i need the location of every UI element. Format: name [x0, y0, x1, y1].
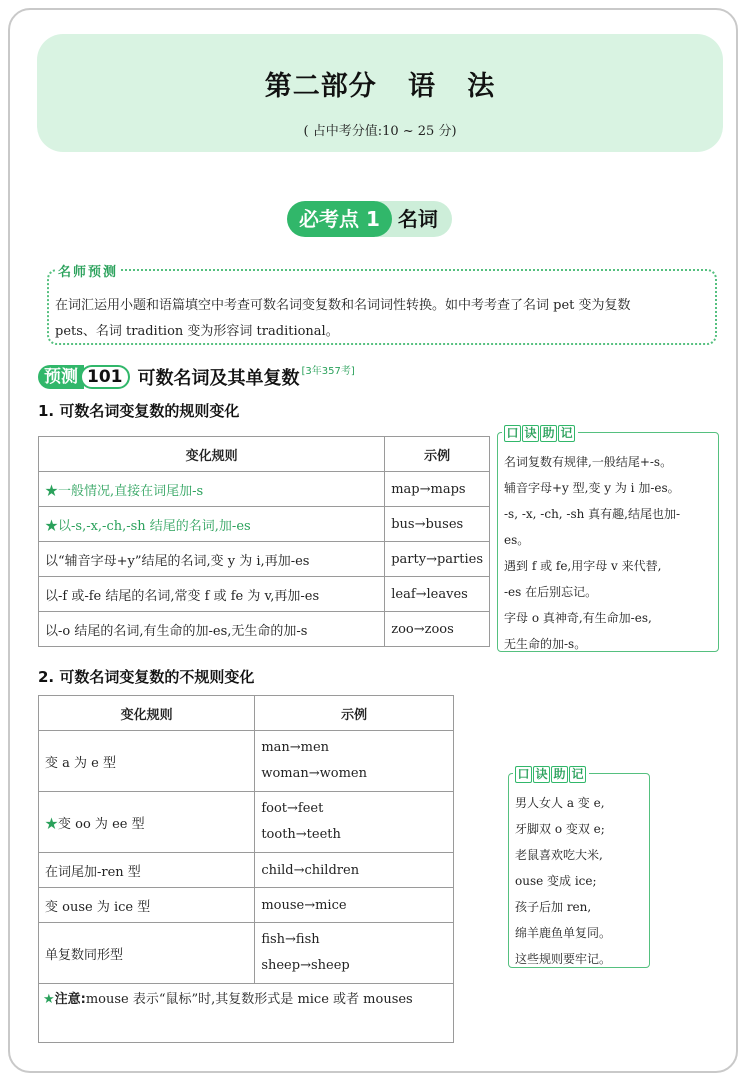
note-text: mouse 表示“鼠标”时,其复数形式是 mice 或者 mouses — [85, 992, 413, 1007]
table-header-row — [39, 696, 454, 731]
column-header: 变化规则 — [39, 696, 255, 731]
mnemonic-line: -es 在后别忘记。 — [504, 585, 598, 599]
mnemonic-line: 男人女人 a 变 e, — [515, 796, 605, 810]
rule-text: 变 oo 为 ee 型 — [58, 816, 145, 832]
mnemonic-char: 诀 — [533, 766, 550, 783]
prediction-line: 在词汇运用小题和语篇填空中考查可数名词变复数和名词词性转换。如中考考查了名词 pet 变为复数 — [55, 298, 631, 313]
table-row — [39, 888, 454, 923]
example-cell: zoo→zoos — [385, 612, 490, 647]
rule-cell: ★以-s,-x,-ch,-sh 结尾的名词,加-es — [39, 507, 385, 542]
rule-cell: 单复数同形型 — [39, 923, 255, 984]
table-row — [39, 577, 490, 612]
column-header: 示例 — [385, 437, 490, 472]
star-icon: ★ — [45, 816, 59, 832]
mnemonic-line: 遇到 f 或 fe,用字母 v 来代替, — [504, 559, 662, 573]
table-row — [39, 612, 490, 647]
note-label: 注意: — [54, 992, 86, 1007]
rule-cell: 变 ouse 为 ice 型 — [39, 888, 255, 923]
mnemonic-line: 名词复数有规律,一般结尾+-s。 — [504, 455, 673, 469]
column-header: 变化规则 — [39, 437, 385, 472]
rule-cell: 以-f 或-fe 结尾的名词,常变 f 或 fe 为 v,再加-es — [39, 577, 385, 612]
rule-cell: 以“辅音字母+y”结尾的名词,变 y 为 i,再加-es — [39, 542, 385, 577]
mnemonic-line: -s, -x, -ch, -sh 真有趣,结尾也加- — [504, 507, 681, 521]
mnemonic-char: 口 — [515, 766, 532, 783]
regular-plural-table — [38, 436, 490, 647]
irregular-plural-table — [38, 695, 454, 984]
example-item: fish→fish — [261, 932, 320, 947]
mnemonic-line: 老鼠喜欢吃大米, — [515, 848, 603, 862]
score-range: ( 占中考分值:10 ~ 25 分) — [303, 124, 457, 139]
example-cell: map→maps — [385, 472, 490, 507]
forecast-number: 101 — [80, 365, 130, 389]
example-cell: party→parties — [385, 542, 490, 577]
example-item: mouse→mice — [261, 897, 347, 913]
mnemonic-line: es。 — [504, 533, 530, 547]
exam-frequency: [3年357考] — [301, 365, 355, 377]
rule-cell: 以-o 结尾的名词,有生命的加-es,无生命的加-s — [39, 612, 385, 647]
mnemonic-line: ouse 变成 ice; — [515, 874, 597, 888]
teacher-prediction-box — [47, 265, 717, 345]
example-cell — [255, 731, 454, 792]
example-item: sheep→sheep — [261, 958, 350, 973]
example-item: woman→women — [261, 766, 367, 781]
table-row — [39, 542, 490, 577]
rule-cell — [39, 792, 255, 853]
prediction-line: pets、名词 tradition 变为形容词 traditional。 — [55, 324, 339, 339]
forecast-heading — [38, 364, 355, 390]
mnemonic-box — [508, 767, 650, 968]
example-cell — [255, 888, 454, 923]
mnemonic-text — [504, 449, 714, 657]
forecast-tag: 预测 — [38, 365, 84, 389]
rule-cell: ★一般情况,直接在词尾加-s — [39, 472, 385, 507]
example-item: man→men — [261, 740, 330, 755]
key-point-name: 名词 — [376, 201, 452, 237]
mnemonic-char: 助 — [540, 425, 557, 442]
part-header — [37, 34, 723, 152]
mnemonic-label — [513, 766, 589, 783]
section-heading: 2. 可数名词变复数的不规则变化 — [38, 668, 255, 686]
star-icon: ★ — [43, 992, 55, 1007]
example-cell: bus→buses — [385, 507, 490, 542]
mnemonic-char: 助 — [551, 766, 568, 783]
example-item: child→children — [261, 862, 360, 878]
example-cell — [255, 923, 454, 984]
mnemonic-line: 无生命的加-s。 — [504, 637, 587, 651]
forecast-title: 可数名词及其单复数 — [137, 368, 300, 389]
part-title: 第二部分 语 法 — [264, 71, 496, 102]
example-cell — [255, 792, 454, 853]
mnemonic-line: 孩子后加 ren, — [515, 900, 592, 914]
mnemonic-line: 绵羊鹿鱼单复同。 — [515, 926, 612, 940]
mnemonic-line: 牙脚双 o 变双 e; — [515, 822, 605, 836]
mnemonic-text — [515, 790, 645, 972]
rule-cell: 变 a 为 e 型 — [39, 731, 255, 792]
mnemonic-line: 字母 o 真神奇,有生命加-es, — [504, 611, 652, 625]
note-cell — [38, 984, 454, 1043]
mnemonic-label — [502, 425, 578, 442]
rule-cell: 在词尾加-ren 型 — [39, 853, 255, 888]
mnemonic-line: 这些规则要牢记。 — [515, 952, 612, 966]
key-point-heading — [287, 201, 452, 237]
column-header: 示例 — [255, 696, 454, 731]
mnemonic-char: 口 — [504, 425, 521, 442]
section-heading: 1. 可数名词变复数的规则变化 — [38, 402, 240, 420]
table-header-row — [39, 437, 490, 472]
mnemonic-char: 诀 — [522, 425, 539, 442]
mnemonic-char: 记 — [558, 425, 575, 442]
table-row — [39, 507, 490, 542]
table-row — [39, 731, 454, 792]
table-row — [39, 853, 454, 888]
table-row — [39, 472, 490, 507]
example-item: foot→feet — [261, 801, 324, 816]
mnemonic-char: 记 — [569, 766, 586, 783]
table-row — [39, 923, 454, 984]
example-item: tooth→teeth — [261, 827, 341, 842]
prediction-label: 名师预测 — [55, 261, 121, 280]
mnemonic-box — [497, 426, 719, 652]
mnemonic-line: 辅音字母+y 型,变 y 为 i 加-es。 — [504, 481, 680, 495]
example-cell: leaf→leaves — [385, 577, 490, 612]
table-row — [39, 792, 454, 853]
key-point-badge: 必考点 1 — [287, 201, 392, 237]
example-cell — [255, 853, 454, 888]
